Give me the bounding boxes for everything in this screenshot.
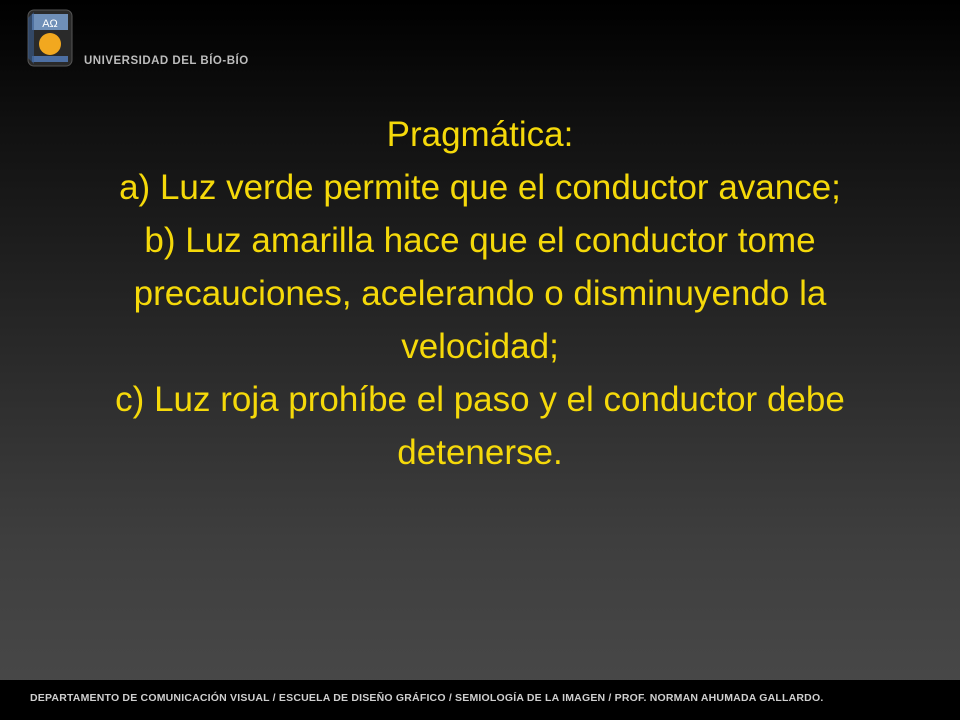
university-name: UNIVERSIDAD DEL BÍO-BÍO bbox=[84, 55, 249, 67]
university-shield-logo-icon bbox=[22, 8, 78, 72]
list-text: Luz roja prohíbe el paso y el conductor debe detenerse. bbox=[154, 380, 845, 472]
svg-text:AΩ: AΩ bbox=[42, 18, 58, 30]
list-marker: c) bbox=[115, 380, 145, 419]
footer-credits: DEPARTAMENTO DE COMUNICACIÓN VISUAL / ESCUELA DE DISEÑO GRÁFICO / SEMIOLOGÍA DE LA IMAGEN / PROF. NORMAN AHUMADA GALLARDO. bbox=[30, 692, 824, 704]
footer-bar bbox=[0, 680, 960, 720]
list-item-b bbox=[60, 214, 900, 373]
slide-heading: Pragmática: bbox=[386, 115, 574, 154]
slide-content bbox=[60, 108, 900, 479]
header-logo bbox=[22, 8, 322, 78]
list-text: Luz verde permite que el conductor avance; bbox=[159, 168, 841, 207]
list-item-a bbox=[60, 161, 900, 214]
list-marker: b) bbox=[144, 221, 176, 260]
list-text: Luz amarilla hace que el conductor tome precauciones, acelerando o disminuyendo la velocidad; bbox=[133, 221, 827, 366]
list-item-c bbox=[60, 373, 900, 479]
list-marker: a) bbox=[119, 168, 151, 207]
